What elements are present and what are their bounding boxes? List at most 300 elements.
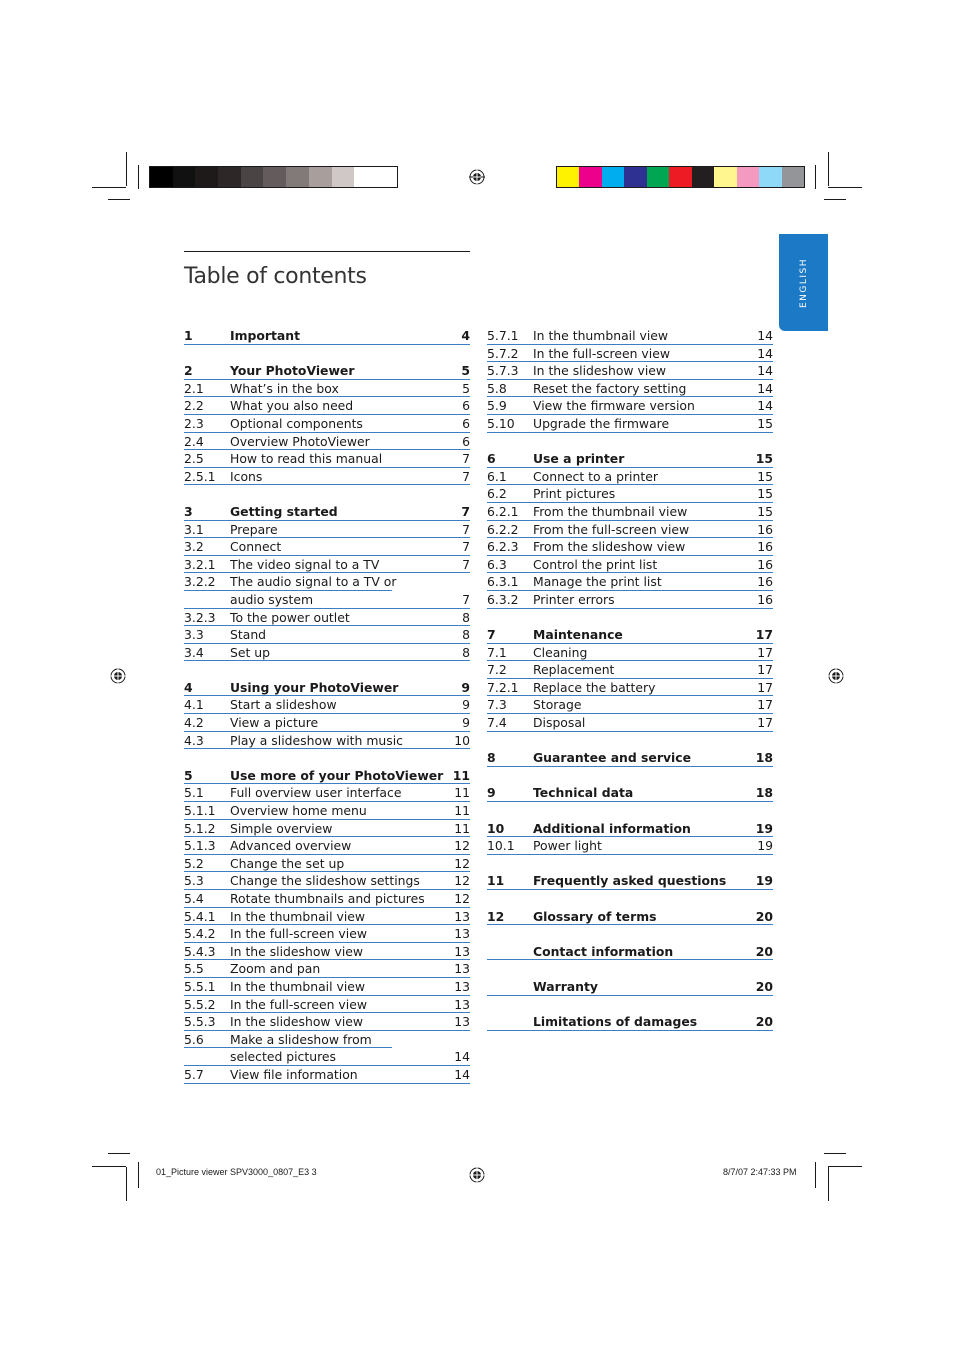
toc-entry-label: View the firmware version: [533, 398, 695, 414]
toc-entry-label: Stand: [230, 627, 267, 643]
toc-rule: [184, 660, 470, 661]
toc-entry[interactable]: [184, 802, 470, 820]
toc-entry[interactable]: [184, 415, 470, 433]
toc-entry[interactable]: [184, 468, 470, 486]
toc-entry-page: 13: [454, 908, 470, 924]
toc-chapter-entry[interactable]: [184, 327, 470, 345]
toc-chapter-entry[interactable]: [487, 749, 773, 767]
toc-entry[interactable]: [487, 644, 773, 662]
toc-entry[interactable]: [487, 521, 773, 539]
registration-target-icon: [828, 668, 844, 684]
toc-left-column: [184, 327, 470, 1084]
crop-mark: [108, 199, 130, 200]
language-tab-label: ENGLISH: [798, 257, 809, 308]
toc-entry-label: The audio signal to a TV or: [230, 574, 397, 590]
toc-entry-page: 8: [462, 627, 470, 643]
toc-entry-label: In the full-screen view: [533, 345, 670, 361]
toc-entry-label: In the slideshow view: [533, 363, 667, 379]
toc-entry-label: Glossary of terms: [533, 908, 657, 924]
color-swatch: [714, 167, 736, 187]
toc-entry[interactable]: [184, 591, 470, 609]
toc-entry-page: 9: [461, 679, 470, 695]
crop-mark: [828, 187, 862, 188]
toc-entry-num: 5.5.1: [184, 978, 216, 994]
toc-entry[interactable]: [184, 450, 470, 468]
toc-entry-num: 10.1: [487, 838, 515, 854]
toc-entry-page: 7: [462, 521, 470, 537]
toc-entry-label: Technical data: [533, 785, 634, 801]
toc-entry[interactable]: [184, 1066, 470, 1084]
toc-entry-page: 18: [755, 750, 773, 766]
toc-entry-num: 3.2: [184, 539, 204, 555]
toc-entry-page: 7: [462, 556, 470, 572]
toc-entry-label: Frequently asked questions: [533, 873, 727, 889]
toc-entry-num: 3.2.1: [184, 556, 216, 572]
toc-spacer: [487, 433, 773, 451]
toc-entry-num: 5.7.1: [487, 328, 519, 343]
toc-entry-num: 3.1: [184, 521, 204, 537]
toc-entry-num: 5.5.2: [184, 996, 216, 1012]
toc-entry[interactable]: [487, 327, 773, 345]
toc-entry[interactable]: [487, 591, 773, 609]
toc-entry-page: 17: [757, 715, 773, 731]
toc-entry-label: Set up: [230, 644, 271, 660]
toc-entry-page: 12: [454, 873, 470, 889]
footer-file-info: 01_Picture viewer SPV3000_0807_E3 3: [156, 1167, 317, 1177]
toc-entry-num: 8: [487, 750, 496, 766]
color-swatch: [150, 167, 173, 187]
toc-entry-num: 5.9: [487, 398, 507, 414]
toc-chapter-entry[interactable]: [487, 872, 773, 890]
toc-entry-page: 12: [454, 891, 470, 906]
toc-entry-label: Cleaning: [533, 644, 588, 660]
toc-entry[interactable]: [487, 345, 773, 363]
toc-chapter-entry[interactable]: [487, 908, 773, 926]
toc-entry-page: 14: [757, 398, 773, 414]
toc-entry-page: 13: [454, 996, 470, 1012]
toc-entry-label: Change the slideshow settings: [230, 873, 420, 889]
toc-spacer: [184, 485, 470, 503]
toc-rule: [487, 731, 773, 732]
toc-entry[interactable]: [184, 714, 470, 732]
toc-entry-label: In the thumbnail view: [230, 908, 366, 924]
color-swatch: [557, 167, 579, 187]
toc-entry-page: 11: [452, 767, 470, 783]
toc-entry-page: 20: [755, 1014, 773, 1030]
toc-entry-num: 2.3: [184, 415, 204, 431]
toc-rule: [184, 1083, 470, 1084]
toc-entry-label: Full overview user interface: [230, 785, 402, 801]
color-swatch: [692, 167, 714, 187]
toc-entry-page: 11: [454, 803, 470, 819]
toc-entry-num: 2.2: [184, 398, 204, 414]
toc-entry-label: Start a slideshow: [230, 697, 337, 713]
toc-rule: [487, 924, 773, 925]
toc-entry[interactable]: [487, 538, 773, 556]
toc-entry[interactable]: [184, 837, 470, 855]
toc-entry-label: Overview home menu: [230, 803, 367, 819]
color-swatch: [782, 167, 804, 187]
toc-entry-page: 17: [757, 697, 773, 713]
color-swatch: [647, 167, 669, 187]
toc-entry-label: From the full-screen view: [533, 521, 690, 537]
toc-entry-label: Getting started: [230, 503, 338, 519]
toc-entry[interactable]: [184, 784, 470, 802]
toc-entry[interactable]: [487, 837, 773, 855]
toc-entry-page: 13: [454, 1014, 470, 1030]
toc-chapter-entry[interactable]: [487, 978, 773, 996]
color-swatch: [759, 167, 781, 187]
color-swatch: [195, 167, 218, 187]
toc-rule: [184, 344, 470, 345]
toc-entry[interactable]: [184, 644, 470, 662]
toc-entry-num: 7.3: [487, 697, 507, 713]
toc-entry[interactable]: [184, 556, 470, 574]
crop-mark: [828, 1166, 862, 1167]
toc-entry-label: In the full-screen view: [230, 996, 367, 1012]
toc-entry-page: 7: [462, 539, 470, 555]
toc-chapter-entry[interactable]: [487, 450, 773, 468]
toc-entry-num: 5.2: [184, 855, 204, 871]
language-tab: [779, 234, 828, 331]
toc-entry-label: Warranty: [533, 978, 598, 994]
toc-rule: [487, 1030, 773, 1031]
color-swatch: [669, 167, 691, 187]
toc-entry-page: 14: [454, 1066, 470, 1082]
toc-entry-page: 7: [462, 451, 470, 467]
toc-entry-num: 4.2: [184, 715, 204, 731]
toc-entry[interactable]: [487, 556, 773, 574]
toc-entry-label: Use more of your PhotoViewer: [230, 767, 444, 783]
toc-rule: [487, 959, 773, 960]
toc-entry-label: Replacement: [533, 662, 615, 678]
toc-entry-num: 5.7.3: [487, 363, 519, 379]
toc-entry-num: 5.5: [184, 961, 204, 977]
toc-entry-num: 4.3: [184, 732, 204, 748]
toc-entry-num: 3.4: [184, 644, 204, 660]
toc-entry-page: 17: [757, 662, 773, 678]
toc-entry-num: 6: [487, 451, 496, 467]
toc-entry-num: 5.4.2: [184, 926, 216, 942]
toc-entry[interactable]: [184, 538, 470, 556]
toc-entry-label: Replace the battery: [533, 679, 656, 695]
toc-chapter-entry[interactable]: [184, 503, 470, 521]
toc-entry-num: 3: [184, 503, 193, 519]
toc-entry-page: 18: [755, 785, 773, 801]
toc-spacer: [487, 802, 773, 820]
toc-entry[interactable]: [184, 925, 470, 943]
toc-entry-label: View file information: [230, 1066, 358, 1082]
registration-target-icon: [469, 1167, 485, 1183]
toc-entry[interactable]: [487, 503, 773, 521]
toc-entry-page: 19: [757, 838, 773, 854]
toc-entry-page: 16: [757, 539, 773, 555]
toc-entry-page: 16: [757, 521, 773, 537]
crop-mark: [824, 1153, 846, 1154]
color-swatch: [286, 167, 309, 187]
toc-chapter-entry[interactable]: [184, 679, 470, 697]
toc-entry-num: 5.6: [184, 1031, 204, 1047]
toc-entry-label: Connect: [230, 539, 282, 555]
toc-entry[interactable]: [184, 626, 470, 644]
toc-entry[interactable]: [184, 820, 470, 838]
toc-entry-page: 11: [454, 785, 470, 801]
toc-entry-num: 5.3: [184, 873, 204, 889]
toc-entry-page: 16: [757, 574, 773, 590]
toc-entry-num: 5.7: [184, 1066, 204, 1082]
toc-entry-num: 2.5: [184, 451, 204, 467]
toc-chapter-entry[interactable]: [184, 767, 470, 785]
toc-rule: [487, 801, 773, 802]
toc-entry-num: 3.2.3: [184, 609, 216, 625]
toc-entry-num: 11: [487, 873, 505, 889]
toc-entry-label: In the full-screen view: [230, 926, 367, 942]
toc-entry[interactable]: [184, 1013, 470, 1031]
toc-entry-label: selected pictures: [230, 1049, 336, 1065]
toc-entry-page: 5: [462, 380, 470, 396]
toc-entry[interactable]: [184, 380, 470, 398]
toc-entry-label: From the thumbnail view: [533, 503, 688, 519]
toc-entry-label: In the thumbnail view: [230, 978, 366, 994]
toc-entry-num: 5.1: [184, 785, 204, 801]
crop-mark: [92, 1166, 126, 1167]
crop-mark: [126, 152, 127, 186]
crop-mark: [815, 165, 816, 189]
toc-entry-page: 15: [755, 451, 773, 467]
toc-entry-num: 2.1: [184, 380, 204, 396]
toc-entry-label: Manage the print list: [533, 574, 662, 590]
toc-entry[interactable]: [184, 696, 470, 714]
toc-entry-label: In the slideshow view: [230, 1014, 364, 1030]
toc-entry-page: 14: [454, 1049, 470, 1065]
toc-entry[interactable]: [487, 468, 773, 486]
toc-entry-page: 15: [757, 503, 773, 519]
toc-entry-label: What you also need: [230, 398, 354, 414]
toc-entry-label: Rotate thumbnails and pictures: [230, 891, 425, 906]
crop-mark: [824, 199, 846, 200]
toc-entry-label: What’s in the box: [230, 380, 339, 396]
toc-entry-label: Additional information: [533, 820, 691, 836]
color-swatch: [241, 167, 264, 187]
toc-entry-label: Using your PhotoViewer: [230, 679, 399, 695]
toc-entry-page: 11: [454, 820, 470, 836]
color-swatch: [624, 167, 646, 187]
toc-entry[interactable]: [184, 732, 470, 750]
toc-entry-page: 7: [462, 591, 470, 607]
toc-entry[interactable]: [184, 433, 470, 451]
toc-entry[interactable]: [184, 521, 470, 539]
toc-entry-page: 19: [755, 873, 773, 889]
toc-entry[interactable]: [487, 661, 773, 679]
toc-entry-label: View a picture: [230, 715, 319, 731]
toc-entry-page: 14: [757, 380, 773, 396]
cmyk-color-bar: [556, 166, 805, 188]
toc-entry-label: Your PhotoViewer: [230, 363, 355, 379]
toc-entry-num: 2.4: [184, 433, 204, 449]
toc-entry-label: Reset the factory setting: [533, 380, 687, 396]
toc-entry-num: 5.1.3: [184, 838, 216, 854]
toc-entry-page: 7: [461, 503, 470, 519]
title-rule: [184, 251, 470, 252]
registration-target-icon: [110, 668, 126, 684]
toc-entry-num: 6.1: [487, 468, 507, 484]
toc-entry-page: 6: [462, 415, 470, 431]
toc-spacer: [487, 609, 773, 627]
toc-entry[interactable]: [184, 960, 470, 978]
toc-entry-num: 1: [184, 328, 193, 343]
toc-entry-num: 6.3.2: [487, 591, 519, 607]
color-swatch: [579, 167, 601, 187]
toc-entry-num: 7.2: [487, 662, 507, 678]
toc-spacer: [487, 890, 773, 908]
toc-rule: [487, 608, 773, 609]
toc-entry-page: 19: [755, 820, 773, 836]
toc-entry-page: 8: [462, 644, 470, 660]
toc-entry-page: 20: [755, 908, 773, 924]
toc-entry-page: 13: [454, 961, 470, 977]
toc-entry-page: 14: [757, 345, 773, 361]
toc-entry-page: 13: [454, 978, 470, 994]
toc-entry[interactable]: [184, 1031, 470, 1049]
toc-entry-num: 2.5.1: [184, 468, 216, 484]
crop-mark: [828, 152, 829, 186]
toc-chapter-entry[interactable]: [487, 626, 773, 644]
toc-entry[interactable]: [184, 908, 470, 926]
toc-entry-label: Make a slideshow from: [230, 1031, 372, 1047]
toc-entry-page: 17: [755, 627, 773, 643]
toc-entry[interactable]: [487, 415, 773, 433]
toc-entry[interactable]: [487, 714, 773, 732]
toc-entry-page: 13: [454, 943, 470, 959]
toc-entry[interactable]: [487, 573, 773, 591]
toc-entry[interactable]: [487, 485, 773, 503]
toc-entry-page: 12: [454, 855, 470, 871]
toc-entry-page: 20: [755, 943, 773, 959]
toc-spacer: [487, 925, 773, 943]
toc-entry-page: 10: [454, 732, 470, 748]
toc-entry[interactable]: [184, 978, 470, 996]
toc-entry[interactable]: [184, 996, 470, 1014]
toc-entry-label: How to read this manual: [230, 451, 383, 467]
toc-entry-label: Control the print list: [533, 556, 658, 572]
color-swatch: [173, 167, 196, 187]
toc-rule: [487, 432, 773, 433]
toc-entry-page: 15: [757, 486, 773, 502]
toc-rule: [487, 889, 773, 890]
toc-entry-num: 4.1: [184, 697, 204, 713]
color-swatch: [218, 167, 241, 187]
toc-spacer: [487, 855, 773, 873]
toc-chapter-entry[interactable]: [487, 784, 773, 802]
toc-entry-num: 4: [184, 679, 193, 695]
toc-entry[interactable]: [184, 890, 470, 908]
toc-entry-page: 17: [757, 679, 773, 695]
toc-entry-label: Optional components: [230, 415, 363, 431]
toc-entry[interactable]: [487, 380, 773, 398]
toc-entry-label: The video signal to a TV: [230, 556, 380, 572]
toc-entry-num: 6.2.1: [487, 503, 519, 519]
toc-entry-label: Power light: [533, 838, 602, 854]
toc-entry-page: 13: [454, 926, 470, 942]
toc-entry-page: 9: [462, 697, 470, 713]
toc-entry-num: 7: [487, 627, 496, 643]
toc-entry-page: 7: [462, 468, 470, 484]
toc-entry-label: Contact information: [533, 943, 674, 959]
toc-entry-num: 5.4.1: [184, 908, 216, 924]
toc-chapter-entry[interactable]: [184, 362, 470, 380]
toc-chapter-entry[interactable]: [487, 820, 773, 838]
color-swatch: [602, 167, 624, 187]
toc-entry-label: Prepare: [230, 521, 278, 537]
toc-entry[interactable]: [487, 696, 773, 714]
toc-entry-label: Disposal: [533, 715, 586, 731]
crop-mark: [138, 1162, 139, 1188]
toc-entry-num: 3.3: [184, 627, 204, 643]
registration-target-icon: [469, 169, 485, 185]
toc-entry[interactable]: [487, 397, 773, 415]
toc-entry-label: Limitations of damages: [533, 1014, 698, 1030]
footer-timestamp: 8/7/07 2:47:33 PM: [723, 1167, 797, 1177]
toc-entry-num: 2: [184, 363, 193, 379]
toc-entry-label: To the power outlet: [230, 609, 350, 625]
toc-entry[interactable]: [184, 855, 470, 873]
toc-entry-page: 5: [461, 363, 470, 379]
toc-entry-page: 14: [757, 328, 773, 343]
toc-entry[interactable]: [184, 573, 470, 591]
crop-mark: [126, 1167, 127, 1201]
grayscale-color-bar: [149, 166, 398, 188]
toc-entry-page: 14: [757, 363, 773, 379]
toc-entry[interactable]: [184, 1048, 470, 1066]
toc-entry[interactable]: [487, 679, 773, 697]
toc-entry-label: Simple overview: [230, 820, 333, 836]
toc-entry[interactable]: [184, 872, 470, 890]
toc-entry-label: Advanced overview: [230, 838, 352, 854]
toc-entry-label: Guarantee and service: [533, 750, 692, 766]
toc-entry-num: 5.7.2: [487, 345, 519, 361]
toc-entry[interactable]: [184, 609, 470, 627]
color-swatch: [354, 167, 377, 187]
toc-entry-label: From the slideshow view: [533, 539, 686, 555]
color-swatch: [332, 167, 355, 187]
toc-entry-num: 6.2.3: [487, 539, 519, 555]
toc-entry-page: 20: [755, 978, 773, 994]
toc-entry-num: 9: [487, 785, 496, 801]
toc-entry-label: audio system: [230, 591, 314, 607]
toc-entry[interactable]: [184, 397, 470, 415]
toc-entry-label: In the slideshow view: [230, 943, 364, 959]
toc-entry-label: Print pictures: [533, 486, 616, 502]
toc-entry-page: 6: [462, 398, 470, 414]
crop-mark: [92, 187, 126, 188]
toc-spacer: [487, 767, 773, 785]
toc-entry-num: 7.2.1: [487, 679, 519, 695]
toc-entry[interactable]: [184, 943, 470, 961]
toc-chapter-entry[interactable]: [487, 1013, 773, 1031]
toc-entry-label: Play a slideshow with music: [230, 732, 403, 748]
toc-spacer: [487, 732, 773, 750]
toc-entry-num: 5.4: [184, 891, 204, 906]
toc-spacer: [184, 661, 470, 679]
toc-entry-num: 5.1.2: [184, 820, 216, 836]
color-swatch: [737, 167, 759, 187]
toc-entry-label: Zoom and pan: [230, 961, 321, 977]
toc-rule: [184, 484, 470, 485]
toc-entry-label: Connect to a printer: [533, 468, 658, 484]
toc-entry[interactable]: [487, 362, 773, 380]
toc-chapter-entry[interactable]: [487, 943, 773, 961]
toc-entry-label: Important: [230, 328, 301, 343]
